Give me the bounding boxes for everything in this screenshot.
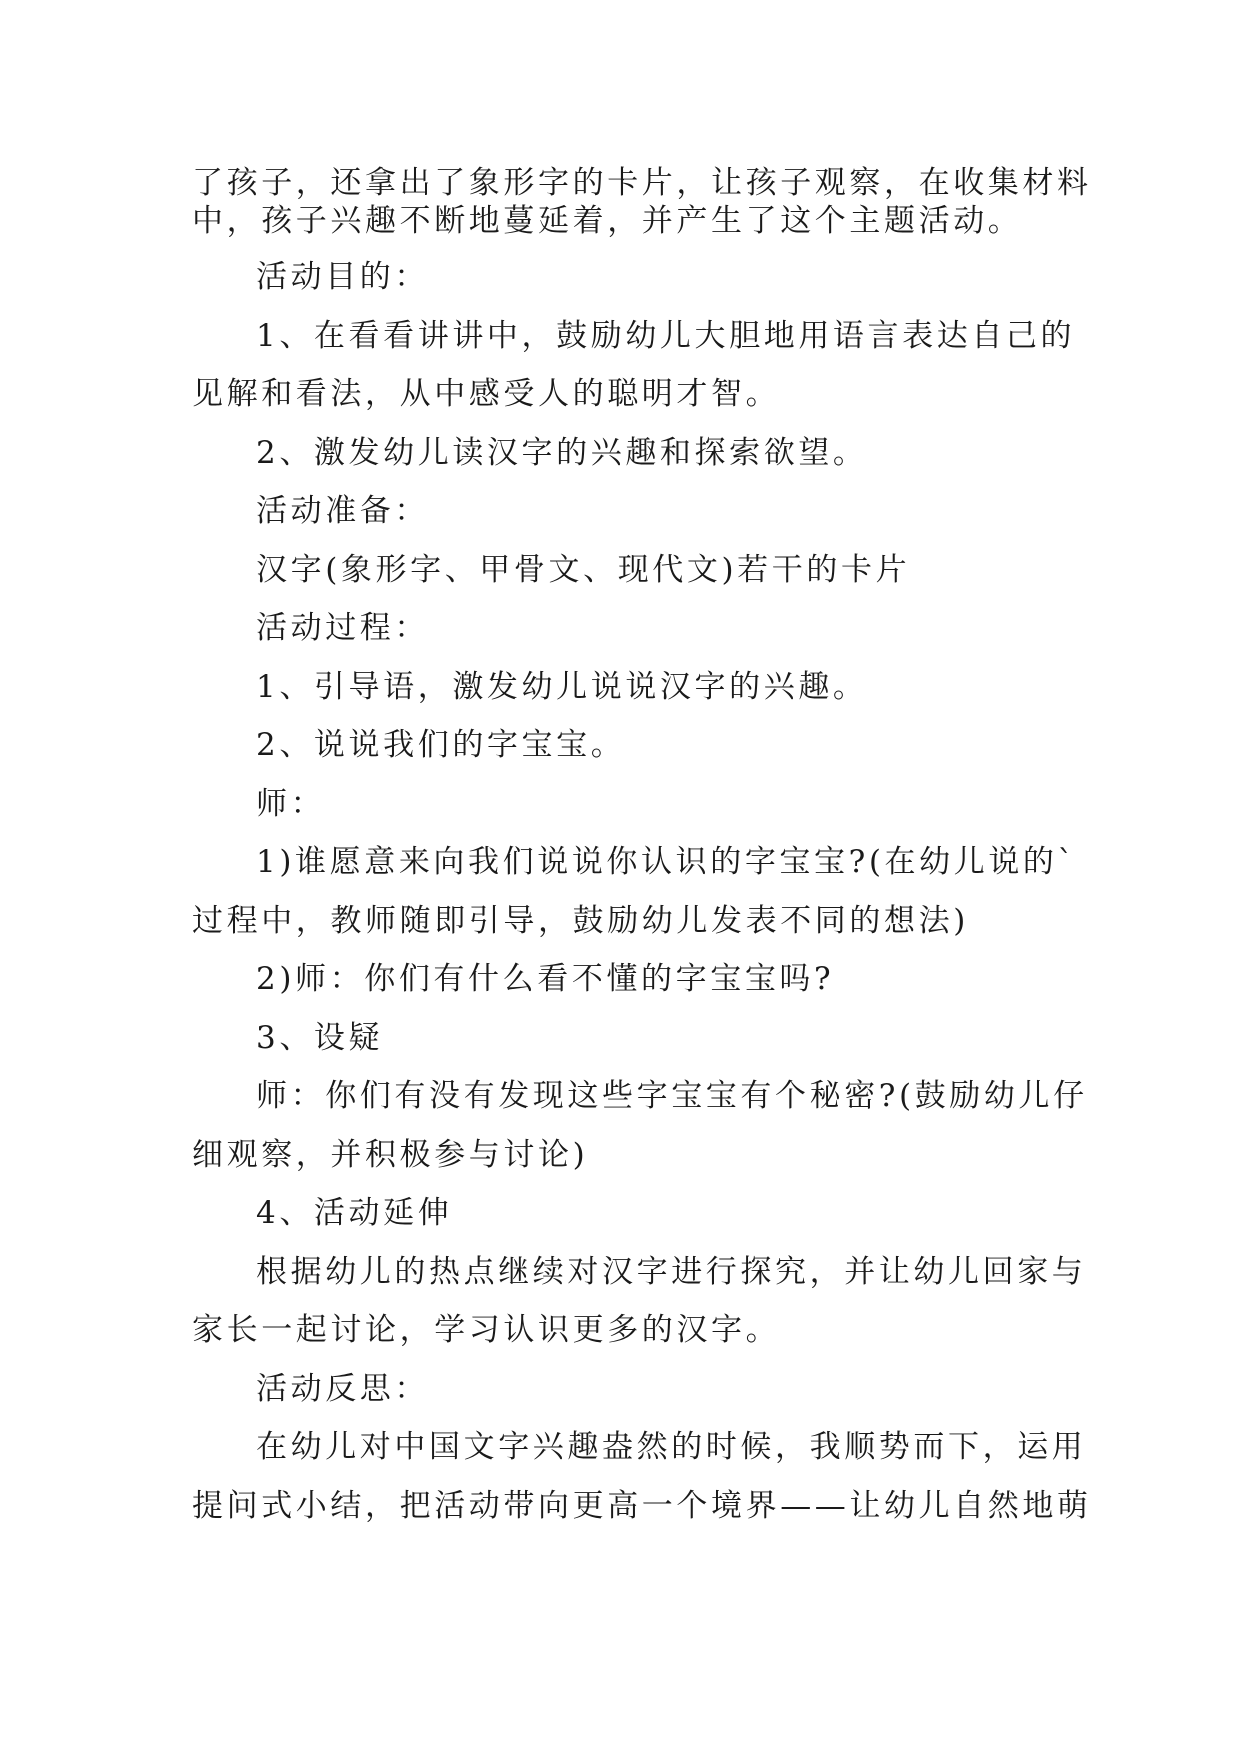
text-line: 过程中，教师随即引导，鼓励幼儿发表不同的想法) xyxy=(192,903,969,939)
text-line: 见解和看法，从中感受人的聪明才智。 xyxy=(192,376,781,412)
text-line: 中，孩子兴趣不断地蔓延着，并产生了这个主题活动。 xyxy=(192,203,1023,239)
text-line: 在幼儿对中国文字兴趣盎然的时候，我顺势而下，运用 xyxy=(256,1429,1087,1465)
text-line: 根据幼儿的热点继续对汉字进行探究，并让幼儿回家与 xyxy=(256,1254,1087,1290)
text-line: 1、引导语，激发幼儿说说汉字的兴趣。 xyxy=(256,669,868,705)
text-line: 师：你们有没有发现这些字宝宝有个秘密?(鼓励幼儿仔 xyxy=(256,1078,1088,1114)
section-heading: 活动过程： xyxy=(256,610,429,646)
text-line: 提问式小结，把活动带向更高一个境界——让幼儿自然地萌 xyxy=(192,1488,1092,1524)
text-line: 了孩子，还拿出了象形字的卡片，让孩子观察，在收集材料 xyxy=(192,165,1092,201)
text-line: 2)师：你们有什么看不懂的字宝宝吗? xyxy=(256,961,835,997)
text-line: 2、激发幼儿读汉字的兴趣和探索欲望。 xyxy=(256,435,868,471)
text-line: 师： xyxy=(256,786,326,822)
text-line: 4、活动延伸 xyxy=(256,1195,453,1231)
text-line: 家长一起讨论，学习认识更多的汉字。 xyxy=(192,1312,781,1348)
section-heading: 活动反思： xyxy=(256,1371,429,1407)
text-line: 3、设疑 xyxy=(256,1020,384,1056)
section-heading: 活动目的： xyxy=(256,259,429,295)
text-line: 1)谁愿意来向我们说说你认识的字宝宝?(在幼儿说的` xyxy=(256,844,1077,880)
section-heading: 活动准备： xyxy=(256,493,429,529)
text-line: 汉字(象形字、甲骨文、现代文)若干的卡片 xyxy=(256,552,911,588)
text-line: 1、在看看讲讲中，鼓励幼儿大胆地用语言表达自己的 xyxy=(256,318,1076,354)
text-line: 细观察，并积极参与讨论) xyxy=(192,1137,589,1173)
text-line: 2、说说我们的字宝宝。 xyxy=(256,727,626,763)
